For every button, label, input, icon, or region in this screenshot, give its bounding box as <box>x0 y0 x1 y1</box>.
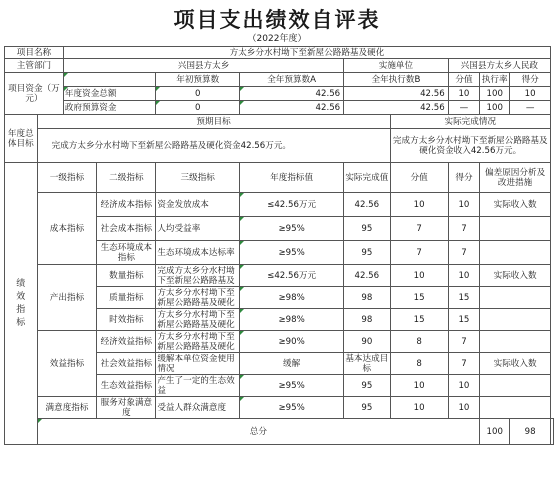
indicator-row <box>5 397 554 419</box>
indicator-target: 缓解 <box>240 353 344 375</box>
indicator-actual: 98 <box>344 309 390 331</box>
indicator-l3 <box>156 331 240 353</box>
funds-row-exec: 42.56 <box>344 87 449 101</box>
indicator-weight: 10 <box>390 397 448 419</box>
indicator-l1: 成本指标 <box>37 193 97 265</box>
indicator-note <box>480 397 551 419</box>
indicator-weight: 7 <box>390 241 448 265</box>
indicator-l2: 社会效益指标 <box>97 353 156 375</box>
funds-row-initial: 0 <box>156 101 240 115</box>
funds-row-annual: 42.56 <box>240 87 344 101</box>
department-row <box>5 59 554 73</box>
header-target: 年度指标值 <box>240 163 344 193</box>
indicator-target: ≤42.56万元 <box>240 193 344 217</box>
indicator-row <box>5 331 554 353</box>
indicator-score: 7 <box>448 353 479 375</box>
expected-goal-label: 预期目标 <box>37 115 390 129</box>
funds-header-weight: 分值 <box>448 73 479 87</box>
indicator-l2: 服务对象满意度 <box>97 397 156 419</box>
indicator-actual: 98 <box>344 287 390 309</box>
indicator-note <box>480 309 551 331</box>
indicator-l2: 经济成本指标 <box>97 193 156 217</box>
total-row <box>5 419 554 445</box>
project-name-row <box>5 47 554 59</box>
indicator-target: ≥95% <box>240 397 344 419</box>
indicator-row <box>5 193 554 217</box>
department-label: 主管部门 <box>5 59 64 73</box>
indicator-l1: 产出指标 <box>37 265 97 331</box>
indicator-l3 <box>156 353 240 375</box>
funds-row <box>5 101 554 115</box>
funds-row-name: 政府预算资金 <box>63 101 155 115</box>
implementing-unit-label: 实施单位 <box>344 59 449 73</box>
indicator-score: 15 <box>448 309 479 331</box>
report-year: （2022年度） <box>247 34 307 44</box>
funds-row-weight: — <box>448 101 479 115</box>
funds-row-rate: 100 <box>480 101 510 115</box>
funds-row <box>5 87 554 101</box>
indicator-weight: 15 <box>390 309 448 331</box>
indicator-note <box>480 287 551 309</box>
total-score: 98 <box>510 419 551 445</box>
header-level3: 三级指标 <box>156 163 240 193</box>
indicator-target: ≥90% <box>240 331 344 353</box>
indicator-actual: 42.56 <box>344 193 390 217</box>
indicator-target: ≥98% <box>240 287 344 309</box>
funds-row-rate: 100 <box>480 87 510 101</box>
indicator-actual: 42.56 <box>344 265 390 287</box>
goals-row <box>5 129 554 163</box>
funds-header-annual: 全年预算数A <box>240 73 344 87</box>
performance-indicators-label-text: 绩效指标 <box>16 278 26 328</box>
indicator-l3-text: 方太乡分水村坳下至新屋公路路基及硬化 <box>157 309 235 330</box>
indicator-l2: 社会成本指标 <box>97 217 156 241</box>
indicator-l2: 生态效益指标 <box>97 375 156 397</box>
indicator-actual: 95 <box>344 397 390 419</box>
funds-row-initial: 0 <box>156 87 240 101</box>
indicator-score: 10 <box>448 193 479 217</box>
funds-header-score: 得分 <box>510 73 551 87</box>
indicator-l1: 效益指标 <box>37 331 97 397</box>
indicator-note <box>480 375 551 397</box>
header-actual: 实际完成值 <box>344 163 390 193</box>
funds-header-row <box>5 73 554 87</box>
expected-goal-text: 完成方太乡分水村坳下至新屋公路路基及硬化资金42.56万元。 <box>37 129 390 163</box>
funds-row-weight: 10 <box>448 87 479 101</box>
indicator-weight: 10 <box>390 375 448 397</box>
header-level2: 二级指标 <box>97 163 156 193</box>
funds-row-name: 年度资金总额 <box>63 87 155 101</box>
indicator-l3 <box>156 265 240 287</box>
indicator-note: 实际收入数 <box>480 353 551 375</box>
funds-label: 项目资金（万元） <box>5 73 64 115</box>
indicator-score: 15 <box>448 287 479 309</box>
indicator-l2: 经济效益指标 <box>97 331 156 353</box>
indicator-target: ≥95% <box>240 241 344 265</box>
header-weight: 分值 <box>390 163 448 193</box>
indicator-l2: 时效指标 <box>97 309 156 331</box>
header-note: 偏差原因分析及改进措施 <box>480 163 551 193</box>
indicator-target: ≥95% <box>240 217 344 241</box>
indicator-l3: 资金发放成本 <box>156 193 240 217</box>
indicator-l3: 受益人群众满意度 <box>156 397 240 419</box>
funds-blank-cell <box>63 73 155 87</box>
indicator-l2: 质量指标 <box>97 287 156 309</box>
indicator-weight: 15 <box>390 287 448 309</box>
indicator-note: 实际收入数 <box>480 265 551 287</box>
header-score: 得分 <box>448 163 479 193</box>
indicator-actual: 基本达成目标 <box>345 353 389 374</box>
indicator-weight: 10 <box>390 265 448 287</box>
indicator-l2: 生态环境成本指标 <box>97 241 156 265</box>
indicator-l3-text: 缓解本单位资金使用情况 <box>157 353 235 374</box>
report-title: 项目支出绩效自评表 <box>173 7 381 32</box>
indicator-actual: 95 <box>344 217 390 241</box>
indicator-score: 10 <box>448 265 479 287</box>
indicator-target: ≥98% <box>240 309 344 331</box>
goals-header-row <box>5 115 554 129</box>
evaluation-table <box>4 46 554 445</box>
indicator-score: 7 <box>448 217 479 241</box>
indicator-l2: 数量指标 <box>97 265 156 287</box>
indicator-note <box>480 241 551 265</box>
total-weight: 100 <box>480 419 510 445</box>
actual-goal-label: 实际完成情况 <box>390 115 550 129</box>
indicator-l3 <box>156 309 240 331</box>
goals-label: 年度总体目标 <box>5 115 38 163</box>
funds-row-exec: 42.56 <box>344 101 449 115</box>
indicator-actual: 95 <box>344 375 390 397</box>
funds-header-initial: 年初预算数 <box>156 73 240 87</box>
department-value: 兴国县方太乡 <box>63 59 343 73</box>
indicator-l3: 人均受益率 <box>156 217 240 241</box>
project-name-label: 项目名称 <box>5 47 64 59</box>
funds-row-score: 10 <box>510 87 551 101</box>
indicator-actual: 90 <box>344 331 390 353</box>
implementing-unit-value: 兴国县方太乡人民政 <box>448 59 550 73</box>
indicator-target: ≤42.56万元 <box>240 265 344 287</box>
indicator-weight: 8 <box>390 331 448 353</box>
indicator-score: 10 <box>448 397 479 419</box>
indicator-actual: 95 <box>344 241 390 265</box>
indicator-note <box>480 331 551 353</box>
indicator-weight: 7 <box>390 217 448 241</box>
indicator-l1: 满意度指标 <box>37 397 97 419</box>
funds-row-score: — <box>510 101 551 115</box>
indicator-l3: 产生了一定的生态效益 <box>156 375 240 397</box>
indicator-weight: 8 <box>390 353 448 375</box>
indicator-l3: 生态环境成本达标率 <box>156 241 240 265</box>
performance-indicators-label <box>5 163 38 445</box>
indicator-note <box>480 217 551 241</box>
actual-goal-text: 完成方太乡分水村坳下至新屋公路路基及硬化资金收入42.56万元。 <box>390 129 550 163</box>
indicator-score: 7 <box>448 331 479 353</box>
indicator-row <box>5 265 554 287</box>
funds-row-annual: 42.56 <box>240 101 344 115</box>
project-name-value: 方太乡分水村坳下至新屋公路路基及硬化 <box>63 47 550 59</box>
funds-header-exec: 全年执行数B <box>344 73 449 87</box>
indicators-header-row <box>5 163 554 193</box>
header-level1: 一级指标 <box>37 163 97 193</box>
indicator-l3-text: 方太乡分水村坳下至新屋公路路基及硬化 <box>157 287 235 308</box>
indicator-l3 <box>156 287 240 309</box>
indicator-weight: 10 <box>390 193 448 217</box>
indicator-l3-text: 方太乡分水村坳下至新屋公路路基及硬化 <box>157 331 235 352</box>
indicator-score: 7 <box>448 241 479 265</box>
total-note <box>551 419 554 445</box>
indicator-score: 10 <box>448 375 479 397</box>
total-label: 总分 <box>37 419 480 445</box>
indicator-l3-text: 完成方太乡分水村坳下至新屋公路路基及 <box>157 265 235 286</box>
indicator-target: ≥95% <box>240 375 344 397</box>
funds-header-rate: 执行率 <box>480 73 510 87</box>
indicator-note: 实际收入数 <box>480 193 551 217</box>
